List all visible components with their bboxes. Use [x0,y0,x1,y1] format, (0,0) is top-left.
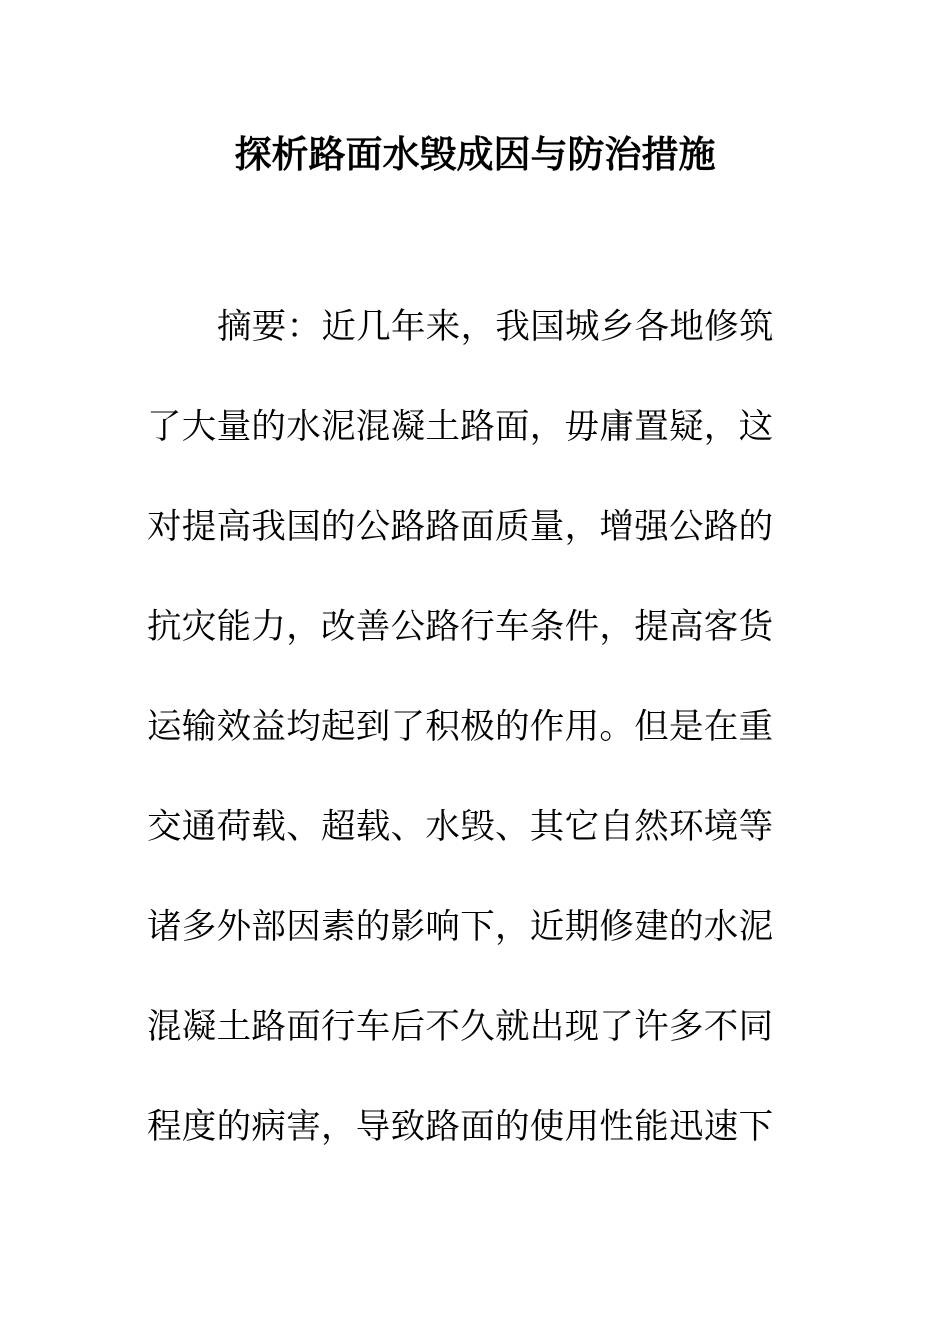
paragraph-line: 诸多外部因素的影响下，近期修建的水泥 [147,907,774,947]
abstract-paragraph [147,302,787,1202]
paragraph-line: 程度的病害，导致路面的使用性能迅速下 [147,1107,774,1147]
paragraph-line: 抗灾能力，改善公路行车条件，提高客货 [147,607,774,647]
paragraph-line: 运输效益均起到了积极的作用。但是在重 [147,707,774,747]
paragraph-line: 了大量的水泥混凝土路面，毋庸置疑，这 [147,407,774,447]
paragraph-line: 混凝土路面行车后不久就出现了许多不同 [147,1007,774,1047]
paragraph-line: 摘要：近几年来，我国城乡各地修筑 [217,307,774,347]
paragraph-line: 对提高我国的公路路面质量，增强公路的 [147,507,774,547]
paragraph-line: 交通荷载、超载、水毁、其它自然环境等 [147,807,774,847]
document-title: 探析路面水毁成因与防治措施 [234,132,716,176]
